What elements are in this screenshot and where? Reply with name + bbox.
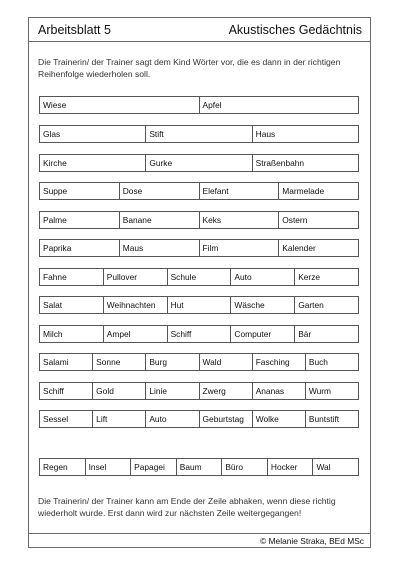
word-row <box>39 96 359 114</box>
word-cell: Schiff <box>168 326 232 342</box>
word-cell: Auto <box>146 411 199 427</box>
word-cell: Dose <box>120 183 200 199</box>
word-row <box>39 154 359 172</box>
word-cell: Salami <box>40 354 93 370</box>
word-cell: Ostern <box>282 215 308 225</box>
word-cell: Keks <box>200 212 280 228</box>
word-cell: Wolke <box>253 411 306 427</box>
word-cell: Film <box>200 240 280 256</box>
word-cell: Milch <box>40 326 104 342</box>
worksheet <box>28 17 371 548</box>
word-cell: Fasching <box>253 354 306 370</box>
instructions-text: Die Trainerin/ der Trainer sagt dem Kind Wörter vor, die es dann in der richtigen Reihenfolge wiederholen soll. <box>38 57 341 79</box>
word-cell: Geburtstag <box>200 411 253 427</box>
word-cell: Linie <box>146 383 199 399</box>
word-cell: Auto <box>231 269 295 285</box>
word-cell: Wiese <box>40 97 200 113</box>
word-cell: Hut <box>168 297 232 313</box>
worksheet-topic: Akustisches Gedächtnis <box>228 23 362 37</box>
word-cell: Gold <box>93 383 146 399</box>
word-cell: Zwerg <box>200 383 253 399</box>
word-row <box>39 296 359 314</box>
worksheet-header <box>29 18 370 42</box>
word-cell: Papagei <box>131 459 177 475</box>
worksheet-number: Arbeitsblatt 5 <box>38 23 111 37</box>
word-cell: Wal <box>316 462 331 472</box>
word-cell: Ananas <box>253 383 306 399</box>
word-cell: Maus <box>120 240 200 256</box>
word-cell: Straßenbahn <box>255 158 305 168</box>
word-cell: Salat <box>40 297 104 313</box>
word-row <box>39 458 359 476</box>
word-cell: Büro <box>222 459 268 475</box>
word-cell: Elefant <box>200 183 280 199</box>
word-cell: Bär <box>298 329 312 339</box>
word-cell: Sessel <box>40 411 93 427</box>
word-cell: Paprika <box>40 240 120 256</box>
word-row <box>39 268 359 286</box>
word-cell: Lift <box>93 411 146 427</box>
word-cell: Computer <box>231 326 295 342</box>
word-cell: Sonne <box>93 354 146 370</box>
word-cell: Kirche <box>40 155 146 171</box>
word-cell: Weihnachten <box>104 297 168 313</box>
word-row <box>39 382 359 400</box>
word-cell: Garten <box>298 300 324 310</box>
word-row <box>39 211 359 229</box>
word-row <box>39 125 359 143</box>
word-cell: Palme <box>40 212 120 228</box>
word-cell: Burg <box>146 354 199 370</box>
word-cell: Glas <box>40 126 146 142</box>
word-cell: Suppe <box>40 183 120 199</box>
word-cell: Gurke <box>146 155 252 171</box>
word-row <box>39 239 359 257</box>
closing-instructions-text: Die Trainerin/ der Trainer kann am Ende der Zeile abhaken, wenn diese richtig wiederholt wurde. Erst dann wird zur nächsten Zeile weitergegangen! <box>38 496 336 518</box>
word-cell: Baum <box>177 459 223 475</box>
worksheet-footer <box>29 533 370 547</box>
word-cell: Banane <box>120 212 200 228</box>
word-cell: Buntstift <box>308 414 340 424</box>
word-row <box>39 325 359 343</box>
word-cell: Fahne <box>40 269 104 285</box>
word-cell: Marmelade <box>282 186 325 196</box>
word-row <box>39 182 359 200</box>
word-row <box>39 353 359 371</box>
word-cell: Wald <box>200 354 253 370</box>
word-row <box>39 410 359 428</box>
word-cell: Buch <box>308 357 328 367</box>
word-cell: Wurm <box>308 386 332 396</box>
copyright-notice: © Melanie Straka, BEd MSc <box>260 536 364 546</box>
word-cell: Kalender <box>282 243 316 253</box>
word-cell: Schule <box>168 269 232 285</box>
word-cell: Hocker <box>268 459 314 475</box>
word-cell: Apfel <box>202 100 222 110</box>
word-cell: Regen <box>40 459 86 475</box>
word-cell: Wäsche <box>231 297 295 313</box>
word-cell: Kerze <box>298 272 321 282</box>
word-cell: Stift <box>146 126 252 142</box>
word-cell: Insel <box>86 459 132 475</box>
word-cell: Haus <box>255 129 276 139</box>
word-cell: Pullover <box>104 269 168 285</box>
word-cell: Ampel <box>104 326 168 342</box>
word-cell: Schiff <box>40 383 93 399</box>
